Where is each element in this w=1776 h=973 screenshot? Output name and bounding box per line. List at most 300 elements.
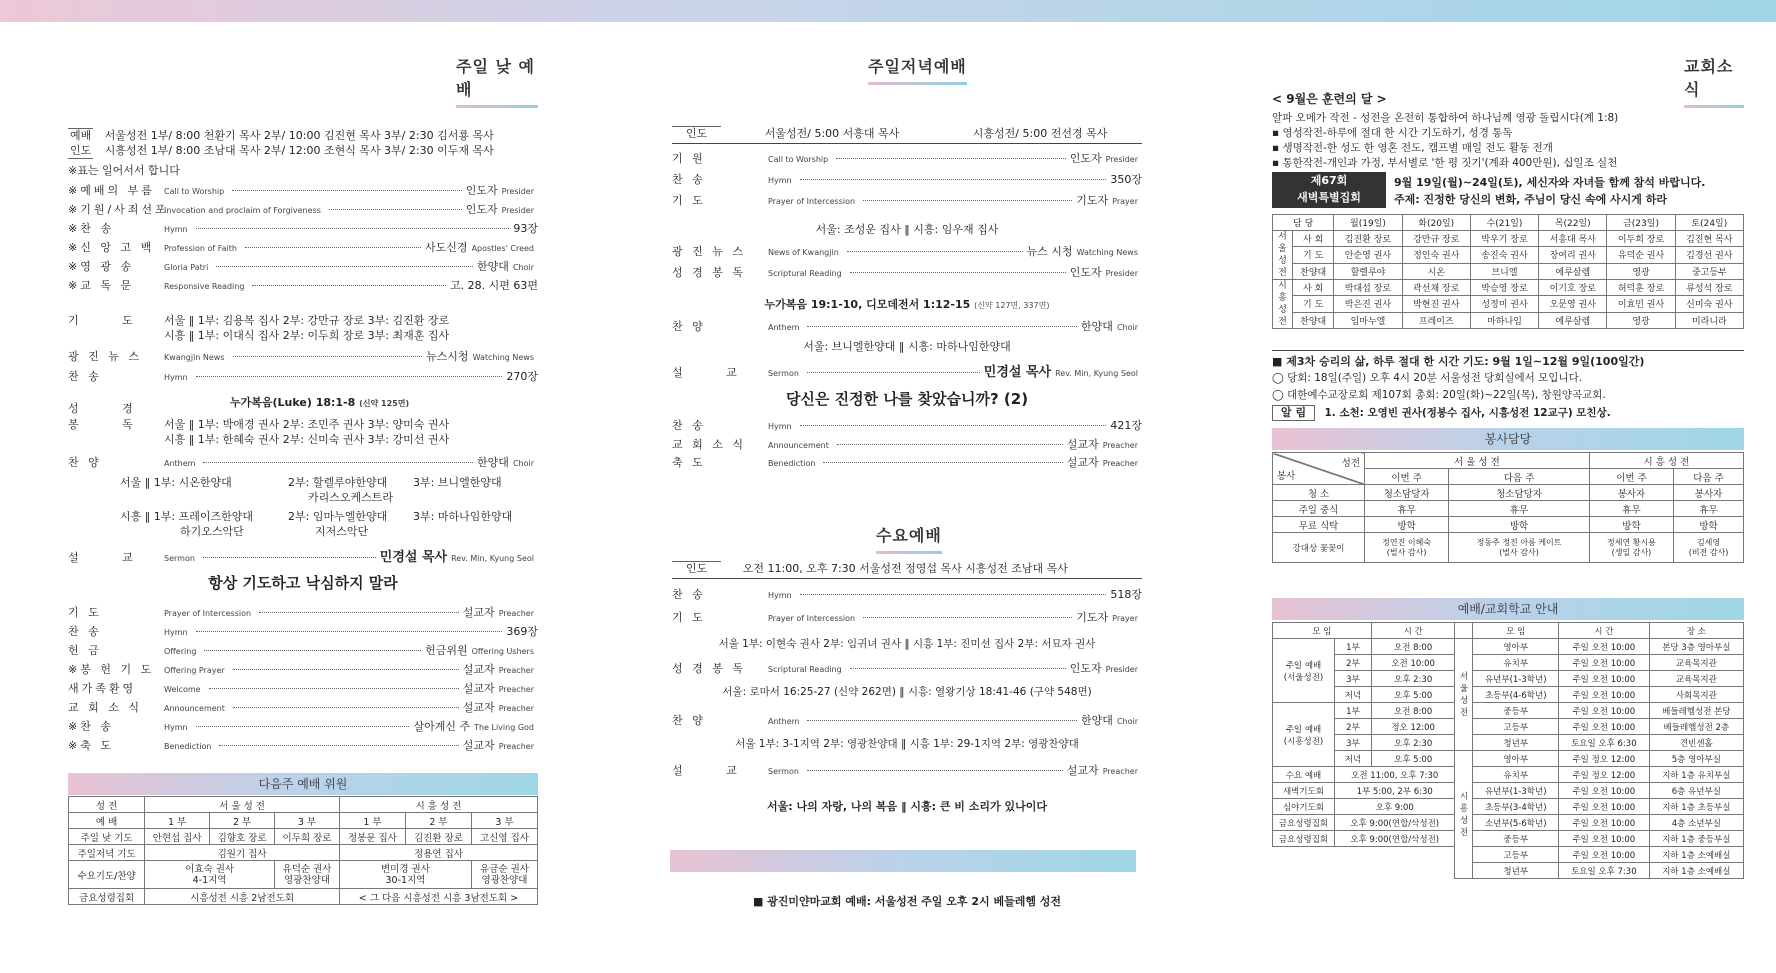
- table-cell: 1부: [1335, 703, 1372, 719]
- table-cell: 새벽기도회: [1273, 783, 1335, 799]
- table-cell: 에루살렘: [1539, 312, 1607, 328]
- dot-leader: [196, 228, 510, 229]
- table-cell: 오후 9:00: [1335, 799, 1455, 815]
- table-cell: 주일 정오 12:00: [1559, 751, 1650, 767]
- service-header: 봉사담당: [1272, 428, 1744, 450]
- order-value: [1070, 660, 1142, 676]
- order-label: 찬 송: [672, 419, 706, 432]
- table-header-cell: 장 소: [1649, 623, 1743, 639]
- order-label: 헌 금: [68, 644, 102, 657]
- table-row: 강대상 꽃꽂이 정연진 이혜숙 (벌사 감사) 정동주 정진 아름 케이트 (벌사 감사) 정세연 황시용 (생일 감사) 김세영 (비전 감사): [1273, 533, 1744, 563]
- order-row: [68, 737, 538, 756]
- evening-leader: 인도 서울성전/ 5:00 서흥대 목사 시흥성전/ 5:00 전선경 목사: [672, 125, 1142, 144]
- order-row: [68, 182, 538, 201]
- table-row: [1273, 215, 1744, 231]
- dot-leader: [233, 669, 459, 670]
- table-cell: 3부: [1335, 671, 1372, 687]
- order-row: [672, 264, 1142, 285]
- campus-cell: 시 흥 성 전: [1455, 751, 1473, 879]
- myanmar-church-note: ■ 광진미얀마교회 예배: 서울성전 주일 오후 2시 베들레헴 성전: [752, 895, 1062, 908]
- order-value: [1070, 150, 1142, 166]
- order-list-3: [672, 417, 1142, 473]
- evening-anthem-row: 찬 양 Anthem 한양대 Choir: [672, 320, 1138, 333]
- table-cell: 주일 오전 10:00: [1559, 655, 1650, 671]
- sunday-day-worship-column: [68, 0, 538, 973]
- table-cell: 찬양대: [1293, 312, 1334, 328]
- table-cell: 교육목지관: [1649, 655, 1743, 671]
- order-value-text: 설교자: [462, 663, 495, 676]
- order-value-text: 인도자: [1069, 662, 1102, 675]
- table-cell: 금요성령집회: [1273, 815, 1335, 831]
- wednesday-anthem-names: 서울 1부: 3-1지역 2부: 영광찬양대 ‖ 시흥 1부: 29-1지역 2부: 영광찬양대: [735, 738, 1079, 750]
- table-row: 봉사 성전 서 울 성 전 시 흥 성 전: [1273, 453, 1744, 469]
- table-cell: 장여리 권사: [1539, 247, 1607, 263]
- order-value-en: Prayer: [1112, 197, 1138, 206]
- table-cell: 중등부: [1473, 703, 1559, 719]
- leader-siheung: 인도 시흥성전 1부/ 8:00 조남대 목사 2부/ 12:00 조현식 목사 3부/ 2:30 이두재 목사: [70, 144, 494, 157]
- table-cell: 유치부: [1473, 655, 1559, 671]
- table-cell: 영광: [1607, 263, 1675, 279]
- third-prayer-note: ■ 제3차 승리의 삶, 하루 절대 한 시간 기도: 9월 1일~12월 9일(100일간): [1272, 350, 1744, 369]
- order-value-en: Choir: [512, 263, 534, 272]
- order-value-text: 헌금위원: [425, 644, 468, 657]
- order-value-text: 설교자: [1066, 437, 1099, 451]
- order-label-en: Responsive Reading: [164, 282, 245, 291]
- table-cell: 기 도: [1293, 247, 1334, 263]
- order-label-en: Announcement: [768, 440, 829, 450]
- table-cell: 기 도: [1293, 296, 1334, 312]
- leader-seoul: 예배 서울성전 1부/ 8:00 천환기 목사 2부/ 10:00 김진현 목사 3부/ 2:30 김서룡 목사: [70, 129, 494, 142]
- table-row: [1273, 263, 1744, 279]
- wednesday-order-2: [672, 660, 1142, 680]
- table-cell: 방학: [1589, 517, 1673, 533]
- table-cell: 신미숙 권사: [1675, 296, 1743, 312]
- table-cell: 소년부(5-6학년): [1473, 815, 1559, 831]
- order-label-en: News of Kwangjin: [768, 248, 839, 257]
- order-value: [513, 220, 538, 236]
- table-cell: 수요 예배: [1273, 767, 1335, 783]
- campus-cell: 시흥성전: [1273, 280, 1293, 329]
- table-cell: 오전 8:00: [1371, 703, 1455, 719]
- order-value-en: Preacher: [1102, 440, 1138, 450]
- order-value-en: Presider: [1105, 269, 1138, 278]
- table-row: [1273, 296, 1744, 312]
- order-value-text: 설교자: [1066, 456, 1099, 469]
- school-table: [1272, 622, 1744, 879]
- table-header-cell: 화(20일): [1402, 215, 1470, 231]
- table-cell: 주일 오전 10:00: [1559, 799, 1650, 815]
- order-label-en: Hymn: [164, 225, 188, 234]
- table-cell: 주일 오전 10:00: [1559, 831, 1650, 847]
- order-value-en: Preacher: [498, 666, 534, 675]
- campus-cell: 서 울 성 전: [1455, 639, 1473, 751]
- campus-cell: 서울성전: [1273, 231, 1293, 280]
- table-cell: 사 회: [1293, 231, 1334, 247]
- table-cell: 김경선 권사: [1675, 247, 1743, 263]
- meeting-2: ◯ 대한예수교장로회 제107회 총회: 20일(화)~22일(목), 창원양곡교회.: [1272, 389, 1606, 401]
- order-value: [463, 680, 538, 696]
- order-row: [68, 348, 538, 368]
- table-cell: 3부: [1335, 735, 1372, 751]
- table-cell: 오문영 권사: [1539, 296, 1607, 312]
- order-label-en: Benediction: [164, 742, 212, 751]
- order-row: [672, 436, 1142, 455]
- order-row: [672, 150, 1142, 171]
- order-value-text: 인도자: [465, 203, 498, 216]
- table-cell: 초등부(4-6학년): [1473, 687, 1559, 703]
- order-label-en: Hymn: [768, 591, 792, 600]
- order-value: [463, 661, 538, 677]
- table-cell: 할렐루야: [1334, 263, 1402, 279]
- bullet-2: ▪ 생명작전-한 성도 한 영혼 전도, 캠프별 매일 전도 활동 전개: [1272, 142, 1553, 154]
- table-cell: 오전 8:00: [1371, 639, 1455, 655]
- order-label-en: Prayer of Intercession: [768, 197, 856, 206]
- anthem-siheung-2: 2부: 임마누엘한양대: [288, 510, 388, 523]
- order-row: [68, 623, 538, 642]
- order-value-text: 뉴스시청: [426, 350, 469, 363]
- table-cell: 1부 5:00, 2부 6:30: [1335, 783, 1455, 799]
- next-week-header: 다음주 예배 위원: [68, 773, 538, 795]
- table-row: [1273, 751, 1744, 767]
- table-cell: 1부: [1335, 639, 1372, 655]
- table-header-cell: 토(24일): [1675, 215, 1743, 231]
- table-header-cell: 모 임: [1473, 623, 1559, 639]
- order-label: 교 회 소 식: [68, 701, 142, 714]
- order-value-en: Apostles' Creed: [471, 244, 534, 253]
- table-cell: 봉사자: [1674, 485, 1744, 501]
- table-cell: 봉사자: [1589, 485, 1673, 501]
- order-row: [68, 699, 538, 718]
- order-label-en: Hymn: [768, 176, 792, 185]
- table-cell: 오전 11:00, 오후 7:30: [1335, 767, 1455, 783]
- table-row: [1273, 501, 1744, 517]
- dot-leader: [800, 179, 1107, 180]
- table-cell: 박은진 권사: [1334, 296, 1402, 312]
- table-cell: 주일 오전 10:00: [1559, 671, 1650, 687]
- table-header-cell: 시 간: [1371, 623, 1455, 639]
- wednesday-leader: 인도 오전 11:00, 오후 7:30 서울성전 정영섭 목사 시흥성전 조남대 목사: [672, 560, 1142, 579]
- anthem-seoul-3: 3부: 브니엘한양대: [413, 476, 502, 489]
- table-cell: 주일 오전 10:00: [1559, 687, 1650, 703]
- anthem-seoul-1: 서울 ‖ 1부: 시온한양대: [120, 476, 232, 489]
- order-value-en: Presider: [501, 187, 534, 196]
- table-cell: 초등부(3-4학년): [1473, 799, 1559, 815]
- table-cell: 브니엘: [1470, 263, 1538, 279]
- order-value-text: 369장: [506, 625, 538, 638]
- order-row: [672, 586, 1142, 609]
- table-cell: 지하 1층 소예배실: [1649, 847, 1743, 863]
- order-label: ※찬 송: [68, 222, 114, 235]
- order-row: [672, 192, 1142, 213]
- anthem-siheung-2b: 지저스악단: [315, 525, 369, 538]
- order-label: 축 도: [672, 456, 706, 469]
- table-row: [1273, 623, 1744, 639]
- table-cell: 2부: [1335, 719, 1372, 735]
- dawn-meeting-theme: 주제: 진정한 당신의 변화, 주님이 당신 속에 사시게 하라: [1394, 193, 1667, 206]
- order-value: [1067, 436, 1142, 452]
- table-cell: 오전 10:00: [1371, 655, 1455, 671]
- table-cell: 중고등부: [1675, 263, 1743, 279]
- table-cell: 고등부: [1473, 847, 1559, 863]
- table-cell: [1273, 847, 1455, 863]
- section-title: 주일저녁예배: [868, 54, 967, 85]
- order-label-en: Hymn: [164, 628, 188, 637]
- order-list-2: [68, 348, 538, 388]
- table-row: [1273, 735, 1744, 751]
- order-label: ※축 도: [68, 739, 114, 752]
- service-table: [1272, 452, 1744, 563]
- table-row: 성 전 서 울 성 전 시 흥 성 전: [69, 797, 538, 813]
- evening-scripture: 누가복음 19:1-10, 디모데전서 1:12-15 (신약 127면, 337면): [764, 298, 1050, 311]
- order-label: 성 경 봉 독: [672, 662, 746, 675]
- order-value-en: Presider: [1105, 665, 1138, 674]
- wednesday-scripture: 서울: 로마서 16:25-27 (신약 262면) ‖ 시흥: 열왕기상 18:41-46 (구약 548면): [722, 686, 1092, 698]
- order-label: 광 진 뉴 스: [672, 245, 746, 258]
- order-row: [672, 609, 1142, 632]
- order-value-text: 뉴스 시청: [1026, 245, 1073, 258]
- table-cell: 주일 오전 10:00: [1559, 847, 1650, 863]
- table-cell: 프레이즈: [1402, 312, 1470, 328]
- order-value-text: 기도자: [1076, 194, 1109, 207]
- table-cell: 무료 식탁: [1273, 517, 1365, 533]
- table-cell: 토요일 오후 6:30: [1559, 735, 1650, 751]
- table-cell: 영아부: [1473, 639, 1559, 655]
- order-value: [466, 182, 538, 198]
- order-value-en: Presider: [1105, 155, 1138, 164]
- order-label-en: Hymn: [164, 373, 188, 382]
- table-cell: 지하 1층 소예배실: [1649, 863, 1743, 879]
- scripture-label: 성 경: [68, 402, 153, 415]
- order-value: [450, 277, 538, 293]
- table-cell: 오후 5:00: [1371, 751, 1455, 767]
- order-value-en: Preacher: [498, 609, 534, 618]
- dot-leader: [232, 190, 461, 191]
- table-cell: 오후 2:30: [1371, 671, 1455, 687]
- table-cell: 주일 오전 10:00: [1559, 719, 1650, 735]
- table-header-cell: 목(22일): [1539, 215, 1607, 231]
- month-desc: 알파 오메가 작전 - 성전을 온전히 통합하여 하나님께 영광 돌립시다(계 1:8): [1272, 112, 1619, 124]
- dot-leader: [196, 631, 503, 632]
- table-cell: 영아부: [1473, 751, 1559, 767]
- table-cell: 방학: [1365, 517, 1449, 533]
- order-row: [68, 239, 538, 258]
- table-cell: 2부: [1335, 655, 1372, 671]
- order-value: [426, 348, 538, 364]
- order-value: [1110, 417, 1142, 433]
- table-cell: 방학: [1449, 517, 1590, 533]
- table-cell: 마하나임: [1470, 312, 1538, 328]
- order-value: [1110, 586, 1142, 602]
- sermon-row: 설 교 Sermon 민경설 목사 Rev. Min, Kyung Seol: [68, 550, 534, 565]
- table-cell: 이기호 장로: [1539, 280, 1607, 296]
- table-cell: 오후 2:30: [1371, 735, 1455, 751]
- order-label-en: Scriptural Reading: [768, 665, 842, 674]
- order-value-en: The Living God: [474, 723, 534, 732]
- order-value-en: Preacher: [498, 704, 534, 713]
- order-value: [1027, 243, 1142, 259]
- order-label-en: Offering: [164, 647, 197, 656]
- table-cell: 교육목지관: [1649, 671, 1743, 687]
- order-row: [68, 368, 538, 388]
- section-title: 주일 낮 예배: [456, 54, 538, 108]
- table-row: 금요성령집회 시흥성전 시흥 2남전도회 < 그 다음 시흥성전 시흥 3남전도회 >: [69, 889, 538, 905]
- order-value-text: 270장: [506, 370, 538, 383]
- order-value-en: Preacher: [498, 742, 534, 751]
- anthem-seoul-2: 2부: 할렐루야한양대: [288, 476, 388, 489]
- order-list-2: [672, 243, 1142, 285]
- order-label: 기 도: [672, 194, 706, 207]
- dot-leader: [252, 285, 446, 286]
- table-cell: 오후 9:00(연합/삭성전): [1335, 831, 1455, 847]
- table-cell: 본당 3층 영아부실: [1649, 639, 1743, 655]
- table-cell: 청년부: [1473, 863, 1559, 879]
- order-value: [413, 718, 538, 734]
- order-label: 성 경 봉 독: [672, 266, 746, 279]
- table-cell: 성정미 권사: [1470, 296, 1538, 312]
- table-row: [1273, 639, 1744, 655]
- table-row: [1273, 815, 1744, 831]
- table-cell: 저녁: [1335, 687, 1372, 703]
- wednesday-title: 수요예배: [876, 523, 942, 554]
- table-cell: 베들레헴성전 2층: [1649, 719, 1743, 735]
- table-cell: 청 소: [1273, 485, 1365, 501]
- order-row: [68, 258, 538, 277]
- wednesday-order-1: [672, 586, 1142, 632]
- table-cell: 서흥대 목사: [1539, 231, 1607, 247]
- order-label-en: Benediction: [768, 459, 816, 468]
- anthem-row: 찬 양 Anthem 한양대 Choir: [68, 456, 534, 469]
- table-cell: 청년부: [1473, 735, 1559, 751]
- table-cell: 임마누엘: [1334, 312, 1402, 328]
- table-cell: 견빈센홀: [1649, 735, 1743, 751]
- table-cell: 토요일 오후 7:30: [1559, 863, 1650, 879]
- dot-leader: [836, 158, 1065, 159]
- table-cell: 송진숙 권사: [1470, 247, 1538, 263]
- dot-leader: [837, 444, 1063, 445]
- order-value-en: Prayer: [1112, 614, 1138, 623]
- table-cell: 박현진 권사: [1402, 296, 1470, 312]
- dot-leader: [219, 745, 458, 746]
- table-cell: 에루살렘: [1539, 263, 1607, 279]
- order-row: [672, 171, 1142, 192]
- order-row: [68, 220, 538, 239]
- table-cell: 주일 오전 10:00: [1559, 815, 1650, 831]
- order-row: [68, 642, 538, 661]
- table-cell: 베들레헴성전 본당: [1649, 703, 1743, 719]
- order-value: [1076, 609, 1142, 625]
- bullet-1: ▪ 영성작전-하루에 절대 한 시간 기도하기, 성경 통독: [1272, 127, 1513, 139]
- order-value-en: Preacher: [1102, 459, 1138, 468]
- table-cell: 류성석 장로: [1675, 280, 1743, 296]
- order-label-en: Prayer of Intercession: [164, 609, 252, 618]
- table-row: [1273, 671, 1744, 687]
- order-label-en: Invocation and proclaim of Forgiveness: [164, 206, 321, 215]
- notice-row: 알 림 1. 소천: 오영빈 권사(정봉수 집사, 시흥성전 12교구) 모친상.: [1272, 405, 1744, 421]
- order-row: [68, 680, 538, 699]
- scripture-ref: 누가복음(Luke) 18:1-8 (신약 125면): [230, 396, 410, 409]
- order-label: 찬 송: [68, 370, 102, 383]
- order-value: [463, 604, 538, 620]
- prayer-siheung: 시흥 ‖ 1부: 이대식 집사 2부: 이두희 장로 3부: 최재훈 집사: [164, 329, 450, 342]
- order-label: ※봉 헌 기 도: [68, 663, 155, 676]
- table-row: [1273, 799, 1744, 815]
- dot-leader: [800, 425, 1107, 426]
- order-label: 기 도: [672, 611, 706, 624]
- order-value-en: Watching News: [472, 353, 534, 362]
- reading-siheung: 시흥 ‖ 1부: 한혜숙 권사 2부: 신미숙 권사 3부: 강미선 권사: [164, 433, 450, 446]
- order-value: [463, 737, 538, 753]
- group-cell: 주일 예배 (시흥성전): [1273, 703, 1335, 767]
- table-cell: 주일 정오 12:00: [1559, 767, 1650, 783]
- section-title: 교회소식: [1684, 54, 1744, 108]
- dot-leader: [800, 594, 1107, 595]
- order-list-1: [672, 150, 1142, 213]
- anthem-seoul-2b: 카리스오케스트라: [308, 491, 394, 504]
- dot-leader: [196, 376, 503, 377]
- table-row: 주일저녁 기도 김원기 집사 정용연 집사: [69, 845, 538, 861]
- table-row: [1273, 231, 1744, 247]
- order-row: [68, 277, 538, 296]
- table-cell: 곽선채 장로: [1402, 280, 1470, 296]
- table-cell: 주일 오전 10:00: [1559, 703, 1650, 719]
- order-label: 찬 송: [672, 588, 706, 601]
- order-value-text: 350장: [1110, 173, 1142, 186]
- table-cell: 금요성령집회: [1273, 831, 1335, 847]
- table-cell: 주일 오전 10:00: [1559, 783, 1650, 799]
- dot-leader: [850, 668, 1066, 669]
- dot-leader: [216, 266, 473, 267]
- table-header-cell: 시 간: [1559, 623, 1650, 639]
- order-label: 기 도: [68, 606, 102, 619]
- table-header-cell: 월(19일): [1334, 215, 1402, 231]
- order-label: ※신 앙 고 백: [68, 241, 155, 254]
- table-cell: 방학: [1674, 517, 1744, 533]
- order-value: [506, 368, 538, 384]
- table-header-cell: 모 임: [1273, 623, 1372, 639]
- table-cell: 중등부: [1473, 831, 1559, 847]
- order-value-en: Watching News: [1076, 248, 1138, 257]
- table-cell: 시온: [1402, 263, 1470, 279]
- table-cell: 정인숙 권사: [1402, 247, 1470, 263]
- dot-leader: [847, 251, 1023, 252]
- dot-leader: [209, 688, 459, 689]
- order-list-1: [68, 182, 538, 296]
- table-row: 수요기도/찬양 이효숙 권사 4-1지역 유덕순 권사 영광찬양대 변미경 권사 30-1지역 유금순 권사 영광찬양대: [69, 861, 538, 889]
- order-row: [68, 201, 538, 220]
- dot-leader: [863, 617, 1072, 618]
- table-row: [1273, 655, 1744, 671]
- table-cell: 유년부(1-3학년): [1473, 783, 1559, 799]
- dot-leader: [233, 356, 423, 357]
- order-row: [672, 243, 1142, 264]
- order-label-en: Call to Worship: [768, 155, 829, 164]
- school-header: 예배/교회학교 안내: [1272, 598, 1744, 620]
- table-row: [1273, 312, 1744, 328]
- evening-prayer-names: 서울: 조성운 집사 ‖ 시흥: 임우재 집사: [815, 223, 999, 236]
- order-label-en: Hymn: [164, 723, 188, 732]
- table-cell: 유덕순 권사: [1607, 247, 1675, 263]
- prayer-row: 기 도: [68, 314, 153, 327]
- order-row: [68, 718, 538, 737]
- table-cell: 안순영 권사: [1334, 247, 1402, 263]
- order-row: [672, 454, 1142, 473]
- order-label-en: Call to Worship: [164, 187, 225, 196]
- table-cell: 이두희 장로: [1607, 231, 1675, 247]
- bullet-3: ▪ 통한작전-개인과 가정, 부서별로 '한 평 짓기'(계좌 400만원), 십일조 실천: [1272, 157, 1618, 169]
- order-row: [68, 604, 538, 623]
- group-cell: 주일 예배 (서울성전): [1273, 639, 1335, 703]
- table-cell: 사 회: [1293, 280, 1334, 296]
